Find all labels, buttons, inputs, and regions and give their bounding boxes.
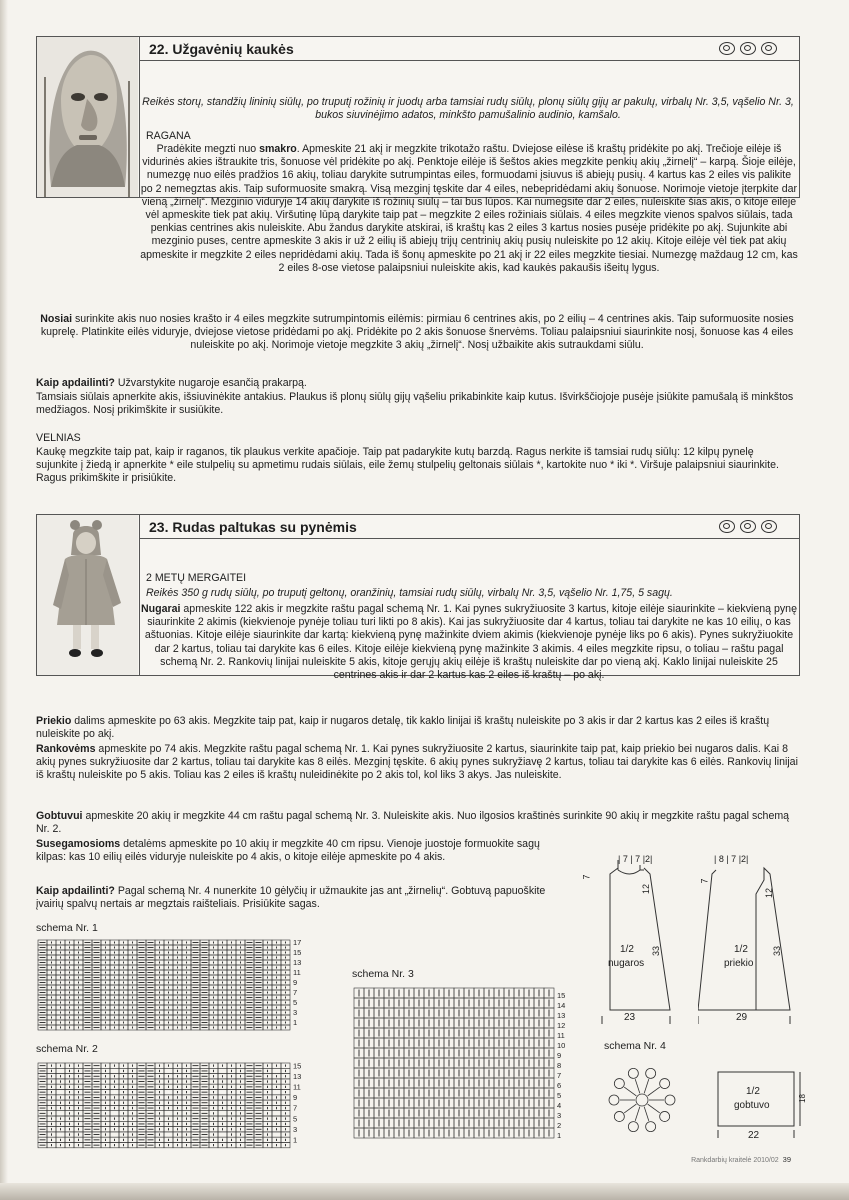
age-label: 2 METŲ MERGAITEI [146,572,247,584]
gobtuvui-paragraph: Gobtuvui apmeskite 20 akių ir megzkite 44 cm raštu pagal schemą Nr. 3. Nuleiskite akis. Nuo ilgosios kraštinės surinkite 90 akių ir megzkite raštu pagal schemą Nr. 2. [36,810,790,836]
yarn-spool-icon [761,42,777,55]
schema-2 [36,1043,336,1153]
back-piece-outline [578,850,678,1030]
kaip-apdailinti-22: Kaip apdailinti? Užvarstykite nugaroje esančią prakarpą. [36,377,307,389]
front-side-b: 12 [764,887,775,899]
yarn-spool-icon [740,42,756,55]
scan-bottom-edge [0,1183,849,1200]
yarn-spool-icon [719,42,735,55]
row-number-label: 11 [293,1082,301,1092]
back-piece-name: nugaros [608,958,645,969]
row-number-label: 3 [557,1111,562,1120]
row-number-label: 9 [293,1093,298,1103]
grid-cell [164,1132,173,1137]
petal-loop [609,1095,619,1105]
yarn-spool-icon [740,520,756,533]
susegamosioms-paragraph: Susegamosioms detalėms apmeskite po 10 akių ir megzkite 40 cm ripsu. Vienoje juostoje formuokite sagų kilpas: kas 10 eilių eilės viduryje nuleiskite po 4 akis, o kitoje eilėje apmeskite po 4 akis. [36,838,540,864]
petal-loop [665,1095,675,1105]
row-number-label: 14 [557,1001,566,1010]
row-number-label: 5 [293,1114,298,1124]
schema-1-grid [36,938,336,1032]
front-piece-outline [698,850,808,1030]
row-number-label: 1 [557,1131,562,1140]
page-footer [691,1155,791,1164]
grid-cell [272,1132,281,1137]
row-number-label: 17 [293,938,302,947]
front-piece-diagram [698,850,808,1030]
petal-loop [614,1079,624,1089]
row-number-label: 13 [293,958,302,967]
schema-2-grid [36,1061,336,1149]
row-number-label: 1 [293,1135,298,1145]
petal-loop [660,1079,670,1089]
section-22-title-bar [139,37,799,61]
front-side-a: 7 [699,878,710,884]
difficulty-rating [719,42,777,55]
row-number-label: 2 [557,1121,562,1130]
grid-cell [218,1111,227,1116]
schema-1 [36,922,336,1032]
back-side-a: 7 [581,874,592,880]
back-diagonal: 33 [651,945,662,957]
front-diagonal: 33 [772,945,783,957]
row-number-label: 4 [557,1101,562,1110]
back-side-b: 12 [641,883,652,895]
grid-cell [218,1090,227,1095]
back-bottom-width: 23 [624,1012,636,1023]
nugarai-paragraph: Nugarai apmeskite 122 akis ir megzkite raštu pagal schemą Nr. 1. Kai pynes sukryžiuosite 3 kartus, kitoje eilėje siaurinkite – kiekvieną pynę siaurinkite 2 akimis (kiekvienoje pynėje toliau turi likti po 8 akis). Kai jas sukryžiuosite dar 4 kartus, toliau tai darykite ne kas 10 eilių, o kas aštuonias. Kitoje eilėje siaurinkite dar kartą: kiekvieną pynę mažinkite dviem akimis (kiekvienoje pynėje liks po 6 akis). Pynes sukryžiuokite dar 2 kartus, toliau tai darykite kas 6 eiles. Kitoje eilėje kiekvieną pynę mažinkite 3 akimis. 4 eiles megzkite ripsu, o toliau – raštu pagal schemą Nr. 2. Rankovių linijai nuleiskite 5 akis, kitoje gerųjų akių eilėje iš kraštų nuleiskite dar po vieną akį. Kaklo linijai nuleiskite 25 centrines akis ir dar 2 kartus kas 2 eiles iš kraštų – po akį. [141,603,797,682]
section-23-title-bar [139,515,799,539]
grid-cell [110,1068,119,1073]
row-number-label: 11 [557,1031,565,1040]
row-number-label: 10 [557,1041,566,1050]
difficulty-rating [719,520,777,533]
schema-1-label: schema Nr. 1 [36,922,98,934]
row-number-label: 13 [293,1071,302,1081]
grid-cell [164,1111,173,1116]
schema-4-label: schema Nr. 4 [604,1040,666,1052]
schema-2-label: schema Nr. 2 [36,1043,98,1055]
grid-cell [164,1068,173,1073]
grid-cell [272,1090,281,1095]
grid-cell [56,1090,65,1095]
row-number-label: 15 [293,948,302,957]
petal-stitch [635,1079,640,1093]
row-number-label: 15 [293,1061,302,1071]
row-number-label: 12 [557,1021,566,1030]
petal-stitch [644,1107,649,1121]
grid-cell [56,1132,65,1137]
schema-3-label: schema Nr. 3 [352,968,414,980]
front-half-label: 1/2 [734,944,748,955]
grid-cell [110,1090,119,1095]
grid-cell [218,1132,227,1137]
hood-half-label: 1/2 [746,1086,760,1097]
velnias-instructions: Kaukę megzkite taip pat, kaip ir raganos, tik plaukus verkite apačioje. Taip pat padarykite kutų barzdą. Ragus nerkite iš tamsiai rudų siūlų: 12 kilpų pynelę sujunkite į žiedą ir apnerkite * eile stulpelių su apmetimu rudais siūlais, eile žemų stulpelių geltonais siūlais *, kartokite nuo * iki *. Viršuje palaipsniui siaurinkite. Ragus prikimškite ir prisiūkite. [36,446,779,485]
priekio-paragraph: Priekio dalims apmeskite po 63 akis. Megzkite taip pat, kaip ir nugaros detalę, tik kaklo linijai iš kraštų nuleiskite po 3 akis ir dar 2 kartus kas 2 eiles iš kraštų nuleiskite po akį. [36,715,770,741]
page-binding-shadow [0,0,8,1200]
grid-cell [56,1068,65,1073]
petal-loop [628,1068,638,1078]
row-number-label: 3 [293,1124,298,1134]
row-number-label: 8 [557,1061,562,1070]
kaip-apdailinti-23: Kaip apdailinti? Pagal schemą Nr. 4 nunerkite 10 gėlyčių ir užmaukite jas ant „žirnelių“. Gobtuvą papuoškite įvairių spalvų nertais ar megztais raišteliais. Prisiūkite sagas. [36,885,546,911]
back-top-measures: | 7 | 7 |2| [618,854,653,864]
nosis-paragraph: Nosiai surinkite akis nuo nosies krašto ir 4 eiles megzkite sutrumpintomis eilėmis: pirmiau 6 centrines akis, po 2 eilių – 4 centrines akis. Taip suformuosite nosies kuprelę. Platinkite eilės viduryje, dviejose vietose pridėdami po akį. Pridėkite po 2 akis šonuose šnervėms. Toliau palaipsniui siaurinkite nosį, šonuose kas 4 eiles nuleiskite po akį. Norimoje vietoje megzkite 3 akių „žirnelį“. Nosį užbaikite akis sutraukdami siūlu. [40,313,794,352]
section-23-materials: Reikės 350 g rudų siūlų, po truputį geltonų, oranžinių, tamsiai rudų siūlų, virbalų Nr. 3,5, vąšelio Nr. 1,75, 5 sagų. [146,587,673,599]
row-number-label: 7 [293,1103,298,1113]
petal-stitch [624,1104,636,1113]
schema-4 [600,1040,690,1150]
center-ring [636,1094,648,1106]
yarn-spool-icon [719,520,735,533]
apdaila-details-22: Tamsiais siūlais apnerkite akis, išsiuvinėkite antakius. Plaukus iš plonų siūlų gijų vąšeliu prikabinkite kaip kutus. Išvirkščiojoje pusėje įsiūkite pamušalą iš minkštos medžiagos. Nosį prikimškite ir susiūkite. [36,391,794,417]
hood-bottom-width: 22 [748,1130,760,1141]
grid-cell [272,1068,281,1073]
grid-cell [218,1068,227,1073]
ragana-heading: RAGANA [146,130,191,142]
row-number-label: 9 [293,978,298,987]
row-number-label: 6 [557,1081,562,1090]
section-22-materials: Reikės storų, standžių lininių siūlų, po truputį rožinių ir juodų arba tamsiai rudų siūlų, plonų siūlų gijų ar pakulų, virbalų Nr. 3,5, vąšelio Nr. 3, bukos siuvinėjimo adatos, minkšto pamušalinio audinio, kamšalo. [142,96,794,122]
petal-stitch [648,1104,660,1113]
petal-stitch [644,1079,649,1093]
velnias-heading: VELNIAS [36,432,81,444]
page-number: 39 [782,1155,791,1164]
row-number-label: 9 [557,1051,562,1060]
row-number-label: 13 [557,1011,566,1020]
grid-cell [110,1132,119,1137]
front-piece-name: priekio [724,958,754,969]
yarn-spool-icon [761,520,777,533]
section-22-title: 22. Užgavėnių kaukės [149,40,294,57]
petal-stitch [648,1087,660,1096]
row-number-label: 7 [293,988,298,997]
hood-side: 18 [797,1094,807,1103]
petal-stitch [624,1087,636,1096]
row-number-label: 3 [293,1008,298,1017]
petal-loop [614,1111,624,1121]
petal-stitch [635,1107,640,1121]
petal-loop [660,1111,670,1121]
hood-piece-name: gobtuvo [734,1100,770,1111]
hood-diagram [712,1068,806,1144]
front-top-measures: | 8 | 7 |2| [714,854,749,864]
petal-loop [646,1068,656,1078]
petal-loop [646,1122,656,1132]
schema-3-grid [352,986,592,1146]
row-number-label: 15 [557,991,566,1000]
crochet-flower-chart [600,1058,690,1148]
rankoves-paragraph: Rankovėms apmeskite po 74 akis. Megzkite raštu pagal schemą Nr. 1. Kai pynes sukryžiuosite 2 kartus, siaurinkite taip pat, kaip priekio bei nugaros dalis. Kai 8 akių pynes sukryžiuosite dar 2 kartus, toliau tai darykite kas 8 eilės. Mezginį tęskite. 6 akių pynes sukryžiavę 2 kartus, toliau tai darykite kas 6 eilės. Rankovių linijai iš kraštų nuleiskite po 5 akis. Toliau kas 2 eiles iš kraštų nuleidinėkite po 2 akis tol, kol liks 3 akys. Jas nuleiskite. [36,743,798,782]
row-number-label: 7 [557,1071,562,1080]
row-number-label: 5 [293,998,298,1007]
row-number-label: 5 [557,1091,562,1100]
magazine-brand: Rankdarbių kraitelė 2010/02 [691,1157,779,1164]
petal-loop [628,1122,638,1132]
grid-cell [56,1111,65,1116]
ragana-instructions: Pradėkite megzti nuo smakro. Apmeskite 21 akį ir megzkite trikotažo raštu. Dviejose eilėse iš kraštų pridėkite po akį. Trečioje eilėje iš vidurinės akies ištraukite tris, šonuose vėl pridėkite po akį. Penktoje eilėje iš šeštos akies megzkite penkių akių „žirnelį“ – karpą. Šioje eilėje, numezgę nuo eilės pradžios 16 akių, toliau darykite sutrumpintas eiles, formuodami įsiuvus iš abiejų pusių. 4 kartus kas 2 eiles vis palikite po 2 nemegztas akis. Taip suformuosite smakrą. Visą mezginį tęskite dar 4 eiles, nebepridėdami akių šonuose. Norimoje vietoje įterpkite dar vieną „žirnelį“. Mezginio viduryje 14 akių darykite iš rožinių siūlų – tai bus lūpos. Kai numegsite dar 2 eiles, nuleiskite šias akis, o kitoje eilėje vėl apmeskite tiek pat akių. Viršutinę lūpą darykite taip pat – megzkite 2 eiles rožiniais siūlais. 4 eiles megzkite vienos spalvos siūlais, tada penkias centrines akis nuleiskite. Abu žandus darykite atskirai, iš kraštų kas 2 eiles 3 kartus nosies pusėje pridėkite po akį. Sujunkite abi mezginio puses, centre apmeskite 3 akis ir už 2 eilių iš abiejų trijų centrinių akių pusių nuleiskite po 12 akių. Kitoje eilėje vėl tiek pat akių apmeskite ir megzkite 2 eiles nepridėdami akių. Tada iš šonų apmeskite po 21 akį ir 22 eiles megzkite tiesiai. Numezgę maždaug 12 cm, kas 2 eiles 8-ose vietose palaipsniui nuleiskite akis, kad kaukės pakaušis išeitų lygus. [140,143,798,274]
grid-cell [110,1111,119,1116]
back-piece-diagram [578,850,678,1030]
row-number-label: 1 [293,1018,298,1027]
grid-cell [164,1090,173,1095]
schema-3 [352,968,592,1150]
row-number-label: 11 [293,968,301,977]
grid-cell [272,1111,281,1116]
section-23-title: 23. Rudas paltukas su pynėmis [149,518,357,535]
back-half-label: 1/2 [620,944,634,955]
front-bottom-width: 29 [736,1012,748,1023]
